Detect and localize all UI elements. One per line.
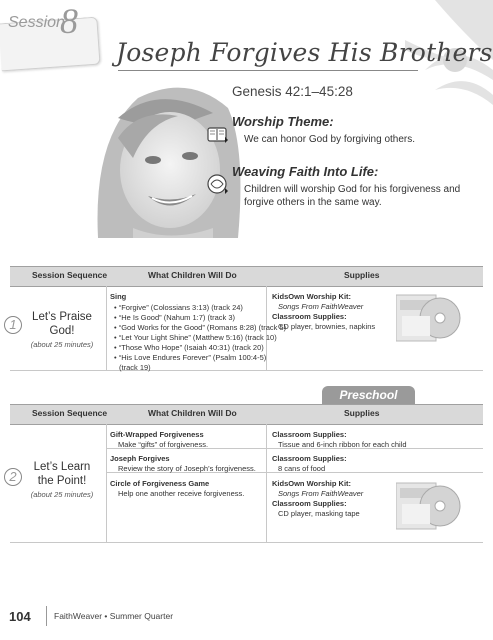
song-item: • “He Is Good” (Nahum 1:7) (track 3): [114, 313, 235, 322]
section1-activity: Sing: [110, 292, 127, 301]
section1-time: (about 25 minutes): [30, 340, 94, 349]
section2-supply-label: Classroom Supplies:: [272, 430, 347, 439]
preschool-tab: Preschool: [322, 386, 415, 404]
section2-supply-label: Classroom Supplies:: [272, 454, 347, 463]
lesson-title: Joseph Forgives His Brothers: [116, 38, 493, 67]
session-number: 8: [60, 1, 78, 41]
table2-header-supplies: Supplies: [344, 408, 380, 418]
book-icon: [207, 125, 229, 145]
swirl-icon: [207, 174, 229, 196]
session-label: Session: [8, 14, 65, 31]
girl-portrait-photo: [78, 78, 248, 238]
section1-class-label: Classroom Supplies:: [272, 312, 347, 321]
section2-time: (about 25 minutes): [30, 490, 94, 499]
activity-name: Joseph Forgives: [110, 454, 170, 463]
section2-supply-item: Tissue and 6-inch ribbon for each child: [278, 440, 407, 449]
song-item: (track 19): [119, 363, 151, 372]
activity-desc: Review the story of Joseph’s forgiveness.: [118, 464, 256, 473]
table2-header-children: What Children Will Do: [148, 408, 237, 418]
table2-divider: [106, 424, 107, 542]
table1-bottom-rule: [10, 370, 483, 371]
section1-number-circle: 1: [4, 316, 22, 334]
table2-bottom-rule: [10, 542, 483, 543]
title-underline: [118, 70, 418, 71]
section2-supply-item: 8 cans of food: [278, 464, 326, 473]
song-item: • “Forgive” (Colossians 3:13) (track 24): [114, 303, 243, 312]
section1-kit-label: KidsOwn Worship Kit:: [272, 292, 352, 301]
weaving-faith-heading: Weaving Faith Into Life:: [232, 164, 379, 179]
song-item: • “God Works for the Good” (Romans 8:28) (track 5): [114, 323, 287, 332]
worship-kit-cd-image: [396, 292, 462, 344]
section2-kit-item: Songs From FaithWeaver: [278, 489, 364, 498]
table1-header-supplies: Supplies: [344, 270, 380, 280]
table2-header: [10, 404, 483, 425]
section2-number-circle: 2: [4, 468, 22, 486]
song-item: • “His Love Endures Forever” (Psalm 100:4-5): [114, 353, 267, 362]
section1-title: Let’s Praise God!: [32, 311, 92, 337]
song-item: • “Those Who Hope” (Isaiah 40:31) (track 20): [114, 343, 264, 352]
footer-divider: [46, 606, 47, 626]
scripture-reference: Genesis 42:1–45:28: [232, 84, 353, 99]
section2-class-label: Classroom Supplies:: [272, 499, 347, 508]
activity-name: Gift-Wrapped Forgiveness: [110, 430, 204, 439]
activity-desc: Make “gifts” of forgiveness.: [118, 440, 209, 449]
section2-title: Let’s Learn the Point!: [33, 461, 91, 487]
table2-header-sequence: Session Sequence: [32, 408, 108, 418]
worship-theme-heading: Worship Theme:: [232, 114, 334, 129]
section1-kit-item: Songs From FaithWeaver: [278, 302, 364, 311]
section2-kit-label: KidsOwn Worship Kit:: [272, 479, 352, 488]
section1-class-item: CD player, brownies, napkins: [278, 322, 376, 331]
activity-name: Circle of Forgiveness Game: [110, 479, 210, 488]
footer-text: FaithWeaver • Summer Quarter: [54, 611, 174, 621]
table2-divider: [266, 424, 267, 542]
table1-divider: [106, 286, 107, 370]
worship-theme-text: We can honor God by forgiving others.: [244, 134, 416, 145]
activity-desc: Help one another receive forgiveness.: [118, 489, 245, 498]
page-number: 104: [9, 609, 31, 624]
worship-kit-cd-image: [396, 480, 462, 532]
song-item: • “Let Your Light Shine” (Matthew 5:16) (track 10): [114, 333, 277, 342]
section2-class-item: CD player, masking tape: [278, 509, 360, 518]
table1-header-sequence: Session Sequence: [32, 270, 108, 280]
table1-header: [10, 266, 483, 287]
weaving-faith-text: Children will worship God for his forgiveness and forgive others in the same way.: [244, 184, 461, 208]
table1-header-children: What Children Will Do: [148, 270, 237, 280]
